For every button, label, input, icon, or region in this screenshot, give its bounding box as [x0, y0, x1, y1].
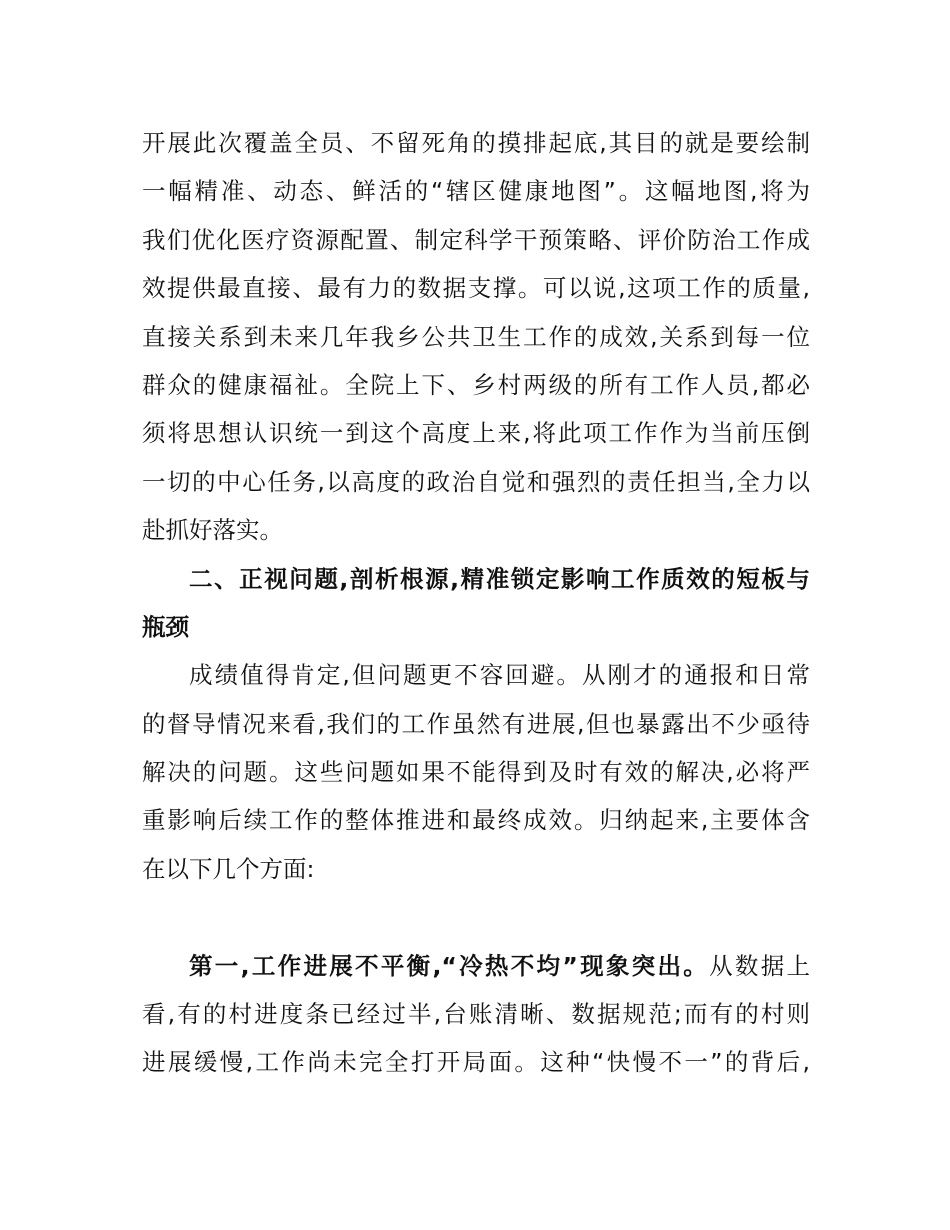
text-line: 群众的健康福祉。全院上下、乡村两级的所有工作人员,都必: [142, 370, 810, 399]
text-line: 效提供最直接、最有力的数据支撑。可以说,这项工作的质量,: [142, 274, 810, 303]
text-line: 解决的问题。这些问题如果不能得到及时有效的解决,必将严: [142, 758, 810, 787]
text-line: 进展缓慢,工作尚未完全打开局面。这种“快慢不一”的背后,: [142, 1048, 810, 1077]
text-line: 直接关系到未来几年我乡公共卫生工作的成效,关系到每一位: [142, 322, 810, 351]
paragraph-2: [142, 651, 810, 893]
text-line: 看,有的村进度条已经过半,台账清晰、数据规范;而有的村则: [142, 1000, 810, 1029]
heading-line: 二、正视问题,剖析根源,精准锁定影响工作质效的短板与: [189, 564, 810, 593]
paragraph-1: [142, 119, 810, 555]
text-line: 我们优化医疗资源配置、制定科学干预策略、评价防治工作成: [142, 225, 810, 254]
heading-line: 瓶颈: [142, 612, 189, 641]
text-line: 成绩值得肯定,但问题更不容回避。从刚才的通报和日常: [189, 661, 810, 690]
text-line: 一幅精准、动态、鲜活的“辖区健康地图”。这幅地图,将为: [142, 177, 810, 206]
text-line: [142, 942, 810, 990]
text-line: 重影响后续工作的整体推进和最终成效。归纳起来,主要体含: [142, 806, 810, 835]
paragraph-spacer: [142, 893, 810, 941]
section-heading-2: [142, 555, 810, 652]
text-line: 的督导情况来看,我们的工作虽然有进展,但也暴露出不少亟待: [142, 709, 810, 738]
text-run: 从数据上: [709, 951, 810, 980]
document-page: [142, 119, 810, 1087]
bold-lead: 第一,工作进展不平衡,“冷热不均”现象突出。: [189, 951, 710, 980]
text-line: 一切的中心任务,以高度的政治自觉和强烈的责任担当,全力以: [142, 467, 810, 496]
paragraph-3: [142, 942, 810, 1087]
text-line: 赴抓好落实。: [142, 516, 283, 545]
text-line: 开展此次覆盖全员、不留死角的摸排起底,其目的就是要绘制: [142, 129, 810, 157]
text-line: 在以下几个方面:: [142, 854, 315, 883]
text-line: 须将思想认识统一到这个高度上来,将此项工作作为当前压倒: [142, 419, 810, 448]
